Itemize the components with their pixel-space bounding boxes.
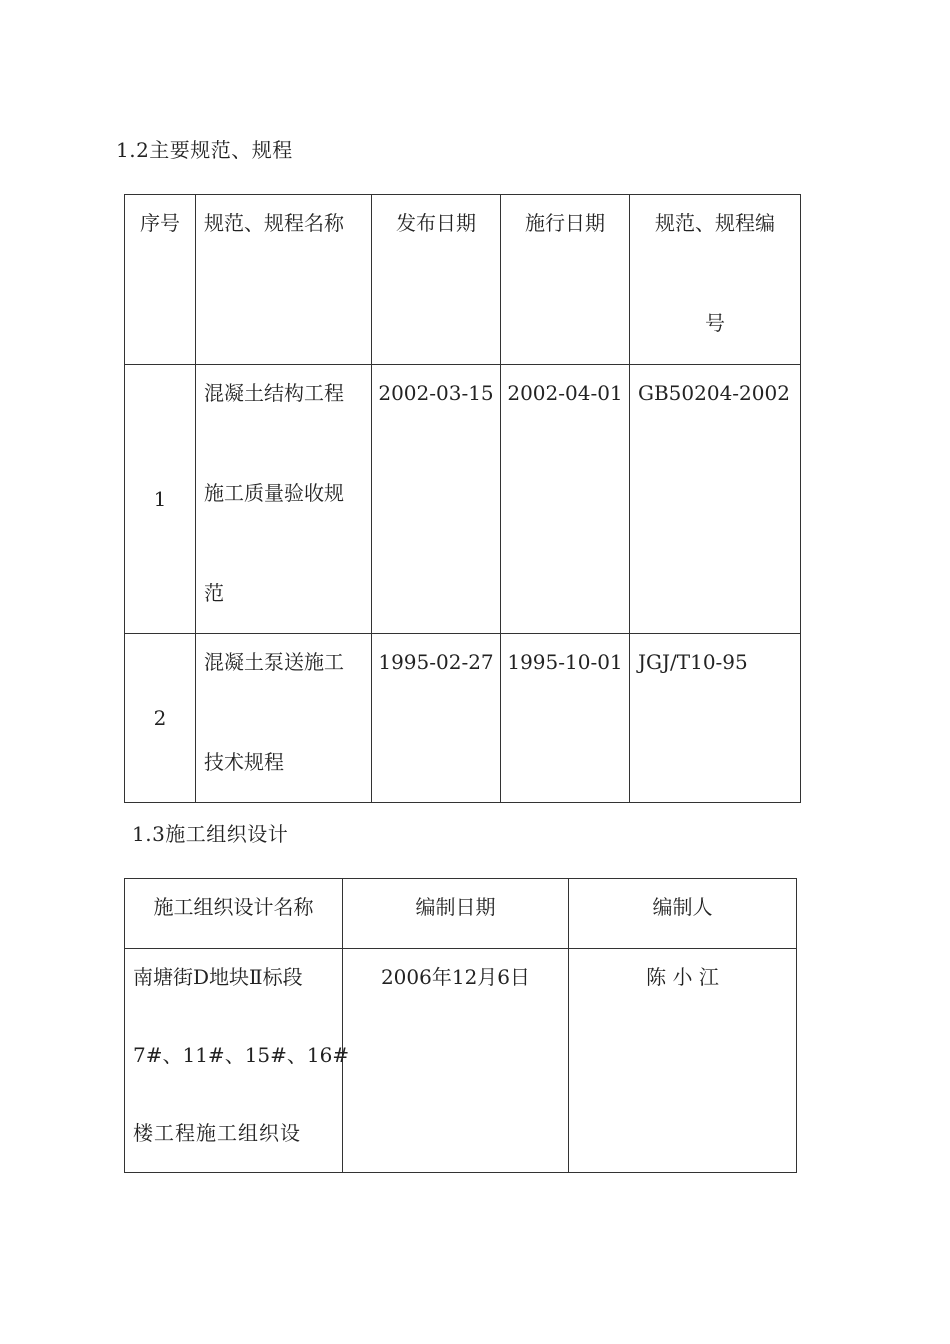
section-heading-1-2: 1.2主要规范、规程 [116,138,293,162]
row-effective-date: 1995-10-01 [501,634,630,803]
row-author: 陈 小 江 [569,949,797,1173]
table-row [125,949,797,1173]
header-name: 规范、规程名称 [196,195,372,365]
header-code: 规范、规程编 号 [630,195,801,365]
row-name: 混凝土结构工程 施工质量验收规 范 [196,365,372,634]
standards-table [124,194,801,803]
construction-design-table [124,878,797,1173]
table-header-row [125,879,797,949]
row-compile-date: 2006年12月6日 [343,949,569,1173]
row-code: JGJ/T10-95 [630,634,801,803]
section-heading-1-3: 1.3施工组织设计 [132,822,289,846]
row-effective-date: 2002-04-01 [501,365,630,634]
row-no: 2 [125,634,196,803]
table-row [125,634,801,803]
header-compile-date: 编制日期 [343,879,569,949]
header-no: 序号 [125,195,196,365]
table-header-row [125,195,801,365]
row-publish-date: 1995-02-27 [372,634,501,803]
header-publish-date: 发布日期 [372,195,501,365]
table-row [125,365,801,634]
row-publish-date: 2002-03-15 [372,365,501,634]
header-effective-date: 施行日期 [501,195,630,365]
header-design-name: 施工组织设计名称 [125,879,343,949]
row-no: 1 [125,365,196,634]
header-author: 编制人 [569,879,797,949]
row-code: GB50204-2002 [630,365,801,634]
row-name: 混凝土泵送施工 技术规程 [196,634,372,803]
row-design-name: 南塘街D地块Ⅱ标段 7#、11#、15#、16# 楼工程施工组织设 [125,949,343,1173]
